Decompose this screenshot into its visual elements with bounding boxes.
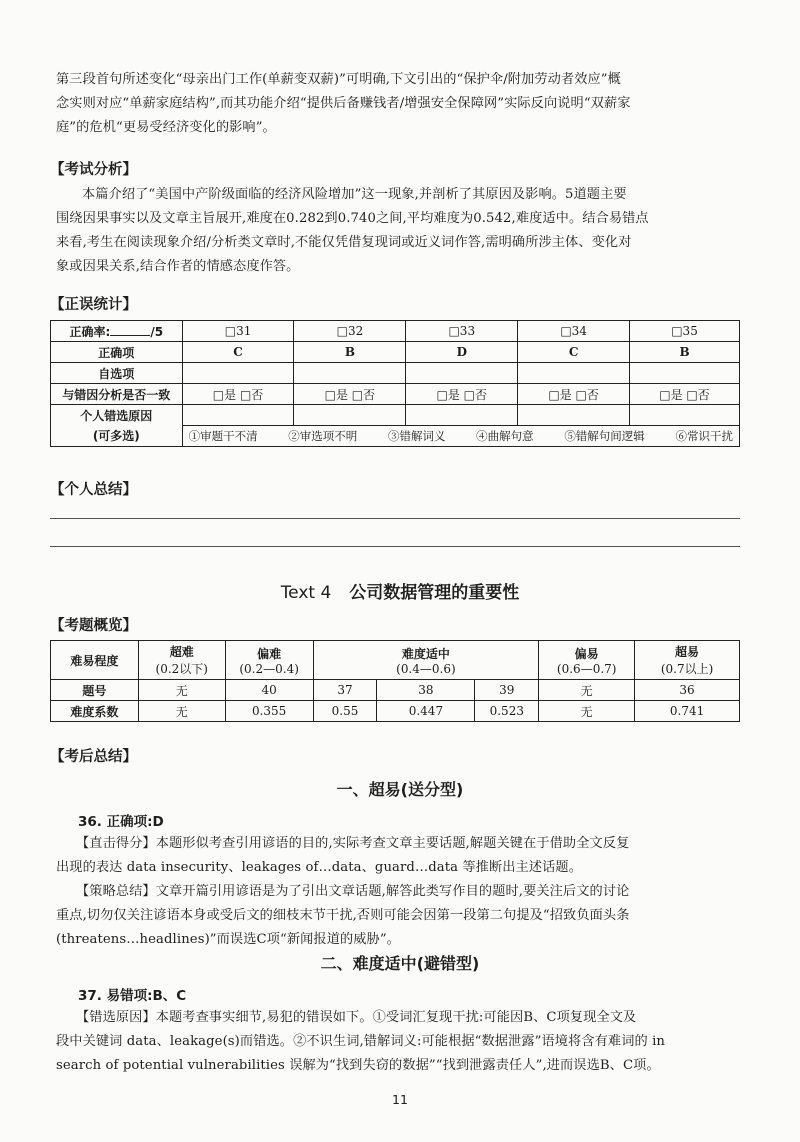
match-checkbox[interactable]: □是 □否 — [406, 384, 518, 405]
accuracy-cell: 正确率: /5 — [51, 321, 183, 342]
coef-cell: 无 — [539, 701, 635, 722]
post-heading: 【考后总结】 — [50, 749, 137, 765]
question-checkbox[interactable]: □33 — [406, 321, 518, 342]
writing-line[interactable] — [50, 518, 740, 519]
text-line: 象或因果关系,结合作者的情感态度作答。 — [56, 259, 300, 274]
q37-head: 37. 易错项:B、C — [78, 988, 187, 1004]
stats-table — [50, 320, 740, 447]
reason-cell[interactable] — [518, 405, 630, 426]
page-number: 11 — [392, 1092, 408, 1107]
overview-heading: 【考题概览】 — [50, 618, 137, 634]
reason-cell[interactable] — [294, 405, 406, 426]
answer-cell: D — [406, 342, 518, 363]
question-cell: 40 — [225, 680, 313, 701]
text-line: 念实则对应“单薪家庭结构”,而其功能介绍“提供后备赚钱者/增强安全保障网”实际反向说明“双薪家 — [56, 96, 631, 111]
reason-option[interactable]: ⑥常识干扰 — [675, 429, 733, 443]
row-label: 难易程度 — [51, 641, 139, 680]
intro-paragraph — [56, 68, 744, 140]
reason-option[interactable]: ③错解词义 — [387, 429, 446, 443]
section2-paragraph — [56, 1006, 744, 1078]
text-line: 出现的表达 data insecurity、leakages of…data、guard…data 等推断出主述话题。 — [56, 860, 582, 875]
chosen-cell[interactable] — [406, 363, 518, 384]
section2-title: 二、难度适中(避错型) — [320, 954, 480, 973]
reason-option[interactable]: ⑤错解句间逻辑 — [564, 429, 645, 443]
q36-head: 36. 正确项:D — [78, 814, 164, 830]
question-cell: 无 — [539, 680, 635, 701]
question-cell: 38 — [377, 680, 475, 701]
question-cell: 37 — [313, 680, 377, 701]
stats-heading: 【正误统计】 — [50, 297, 137, 313]
table-row — [51, 641, 740, 680]
text-line: 重点,切勿仅关注谚语本身或受后文的细枝末节干扰,否则可能会因第一段第二句提及“招致负面头条 — [56, 908, 630, 923]
reason-cell[interactable] — [406, 405, 518, 426]
writing-line[interactable] — [50, 546, 740, 547]
text-line: 庭”的危机“更易受经济变化的影响”。 — [56, 120, 276, 135]
row-label: 与错因分析是否一致 — [51, 384, 183, 405]
section1-paragraph — [56, 832, 744, 952]
text-line: 段中关键词 data、leakage(s)而错选。②不识生词,错解词义:可能根据“数据泄露”语境将含有难词的 in — [56, 1034, 665, 1049]
question-checkbox[interactable]: □35 — [630, 321, 740, 342]
exam-analysis-heading: 【考试分析】 — [50, 162, 137, 178]
row-label: 个人错选原因 (可多选) — [51, 405, 183, 447]
level-cell: 难度适中 (0.4—0.6) — [313, 641, 539, 680]
table-row — [51, 321, 740, 342]
answer-cell: B — [294, 342, 406, 363]
question-cell: 36 — [635, 680, 740, 701]
reason-cell[interactable] — [182, 405, 294, 426]
level-cell: 超难 (0.2以下) — [138, 641, 225, 680]
table-row — [51, 384, 740, 405]
row-label: 自选项 — [51, 363, 183, 384]
difficulty-table — [50, 640, 740, 722]
question-checkbox[interactable]: □31 — [182, 321, 294, 342]
chosen-cell[interactable] — [518, 363, 630, 384]
answer-cell: C — [518, 342, 630, 363]
text-line: 第三段首句所述变化“母亲出门工作(单薪变双薪)”可明确,下文引出的“保护伞/附加劳动者效应”概 — [56, 72, 621, 87]
text-line: 来看,考生在阅读现象介绍/分析类文章时,不能仅凭借复现词或近义词作答,需明确所涉主体、变化对 — [56, 235, 632, 250]
title-en: Text 4 — [280, 583, 332, 603]
reasons-list — [182, 426, 739, 447]
question-cell: 无 — [138, 680, 225, 701]
question-cell: 39 — [475, 680, 539, 701]
question-checkbox[interactable]: □34 — [518, 321, 630, 342]
text-line: 围绕因果事实以及文章主旨展开,难度在0.282到0.740之间,平均难度为0.542,难度适中。结合易错点 — [56, 211, 649, 226]
table-row — [51, 405, 740, 426]
summary-heading: 【个人总结】 — [50, 482, 137, 498]
table-row — [51, 363, 740, 384]
row-label: 难度系数 — [51, 701, 139, 722]
chosen-cell[interactable] — [182, 363, 294, 384]
match-checkbox[interactable]: □是 □否 — [294, 384, 406, 405]
chosen-cell[interactable] — [294, 363, 406, 384]
exam-analysis-paragraph — [56, 183, 744, 279]
table-row — [51, 342, 740, 363]
question-checkbox[interactable]: □32 — [294, 321, 406, 342]
section-title — [0, 578, 800, 603]
text-line: 【错选原因】本题考查事实细节,易犯的错误如下。①受词汇复现干扰:可能因B、C项复现全文及 — [76, 1010, 637, 1025]
answer-cell: C — [182, 342, 294, 363]
row-label: 正确项 — [51, 342, 183, 363]
text-line: 【直击得分】本题形似考查引用谚语的目的,实际考查文章主要话题,解题关键在于借助全文反复 — [76, 836, 630, 851]
coef-cell: 0.355 — [225, 701, 313, 722]
reason-option[interactable]: ④曲解句意 — [476, 429, 534, 443]
reason-cell[interactable] — [630, 405, 740, 426]
reason-option[interactable]: ①审题干不清 — [188, 429, 258, 443]
text-line: search of potential vulnerabilities 误解为“找到失窃的数据”“找到泄露责任人”,进而误选B、C项。 — [56, 1058, 660, 1073]
coef-cell: 0.447 — [377, 701, 475, 722]
title-cn: 公司数据管理的重要性 — [349, 583, 520, 603]
coef-cell: 0.741 — [635, 701, 740, 722]
match-checkbox[interactable]: □是 □否 — [518, 384, 630, 405]
coef-cell: 无 — [138, 701, 225, 722]
reason-option[interactable]: ②审选项不明 — [288, 429, 358, 443]
row-label: 题号 — [51, 680, 139, 701]
section1-title: 一、超易(送分型) — [336, 780, 464, 799]
chosen-cell[interactable] — [630, 363, 740, 384]
text-line: (threatens…headlines)”而误选C项“新闻报道的威胁”。 — [56, 932, 400, 947]
text-line: 【策略总结】文章开篇引用谚语是为了引出文章话题,解答此类写作目的题时,要关注后文的讨论 — [76, 884, 630, 899]
coef-cell: 0.55 — [313, 701, 377, 722]
match-checkbox[interactable]: □是 □否 — [182, 384, 294, 405]
table-row — [51, 680, 740, 701]
match-checkbox[interactable]: □是 □否 — [630, 384, 740, 405]
coef-cell: 0.523 — [475, 701, 539, 722]
text-line: 本篇介绍了“美国中产阶级面临的经济风险增加”这一现象,并剖析了其原因及影响。5道题主要 — [82, 187, 627, 202]
level-cell: 偏难 (0.2—0.4) — [225, 641, 313, 680]
level-cell: 超易 (0.7以上) — [635, 641, 740, 680]
table-row — [51, 701, 740, 722]
level-cell: 偏易 (0.6—0.7) — [539, 641, 635, 680]
answer-cell: B — [630, 342, 740, 363]
